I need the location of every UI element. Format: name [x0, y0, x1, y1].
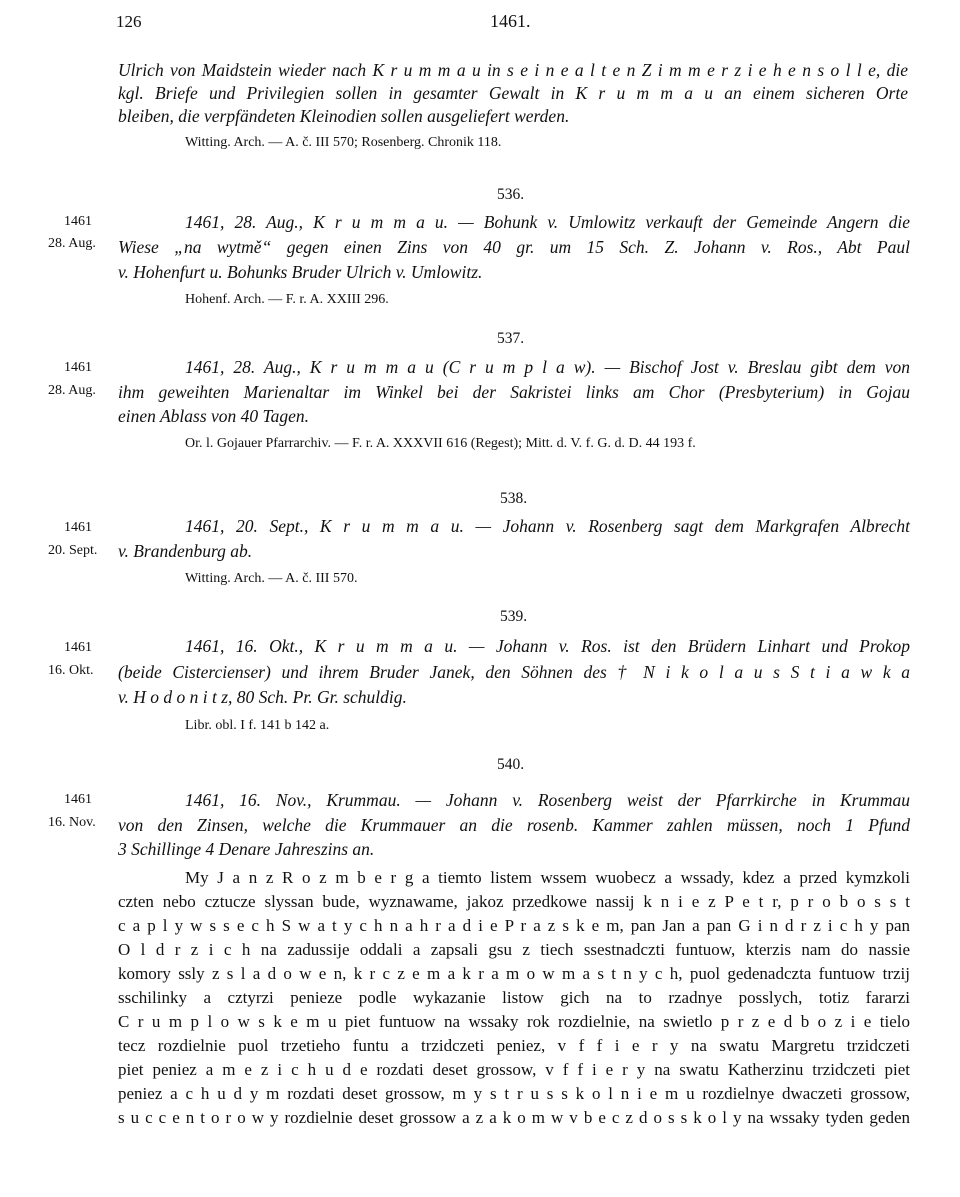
entry-line: Wiese „na wytmě“ gegen einen Zins von 40 gr. um 15 Sch. Z. Johann v. Ros., Abt Paul	[118, 237, 910, 257]
margin-year: 1461	[64, 520, 92, 535]
entry-line: von den Zinsen, welche die Krummauer an die rosenb. Kammer zahlen müssen, noch 1 Pfund	[118, 815, 910, 835]
entry-line: 1461, 16. Okt., K r u m m a u. — Johann v. Ros. ist den Brüdern Linhart und Prokop	[185, 636, 910, 656]
entry-number: 538.	[500, 490, 528, 507]
entry-line: 1461, 28. Aug., K r u m m a u (C r u m p l a w). — Bischof Jost v. Breslau gibt dem von	[185, 357, 910, 377]
body-line: s u c c e n t o r o w y rozdielnie deset grossow a z a k o m w v b e c z d o s s k o l y na wssaky tyden geden	[118, 1108, 910, 1127]
entry-source: Libr. obl. I f. 141 b 142 a.	[185, 718, 330, 733]
margin-year: 1461	[64, 214, 92, 229]
body-line: c a p l y w s s e c h S w a t y c h n a h r a d i e P r a z s k e m, pan Jan a pan G i n d r z i c h y pan	[118, 916, 910, 935]
margin-date: 20. Sept.	[48, 543, 98, 558]
margin-date: 28. Aug.	[48, 236, 96, 251]
body-line: czten nebo cztucze slyssan bude, wyznawame, jakoz przedkowe nassij k n i e z P e t r, p r o b o s s t	[118, 892, 910, 911]
entry-source: Witting. Arch. — A. č. III 570.	[185, 571, 358, 586]
intro-line: kgl. Briefe und Privilegien sollen in gesamter Gewalt in K r u m m a u an einem sicheren Orte	[118, 83, 908, 103]
entry-line: 3 Schillinge 4 Denare Jahreszins an.	[118, 839, 375, 859]
margin-date: 16. Okt.	[48, 663, 94, 678]
entry-source: Hohenf. Arch. — F. r. A. XXIII 296.	[185, 292, 389, 307]
body-line: O l d r z i c h na zadussije oddali a zapsali gsu z tiech ssestnadczti funtuow, kterzis nam do nassie	[118, 940, 910, 959]
entry-line: 1461, 20. Sept., K r u m m a u. — Johann v. Rosenberg sagt dem Markgrafen Albrecht	[185, 516, 910, 536]
margin-year: 1461	[64, 792, 92, 807]
margin-year: 1461	[64, 360, 92, 375]
entry-number: 539.	[500, 608, 528, 625]
margin-year: 1461	[64, 640, 92, 655]
entry-line: (beide Cistercienser) und ihrem Bruder Janek, den Söhnen des † N i k o l a u s S t i a w k a	[118, 662, 910, 682]
entry-source: Or. l. Gojauer Pfarrarchiv. — F. r. A. XXXVII 616 (Regest); Mitt. d. V. f. G. d. D. 44 193 f.	[185, 436, 696, 451]
intro-line: bleiben, die verpfändeten Kleinodien sollen ausgeliefert werden.	[118, 106, 570, 126]
intro-source: Witting. Arch. — A. č. III 570; Rosenberg. Chronik 118.	[185, 135, 502, 150]
entry-line: 1461, 28. Aug., K r u m m a u. — Bohunk v. Umlowitz verkauft der Gemeinde Angern die	[185, 212, 910, 232]
page-number: 126	[116, 12, 142, 31]
intro-line: Ulrich von Maidstein wieder nach K r u m m a u in s e i n e a l t e n Z i m m e r z i e h e n s o l l e, die	[118, 60, 908, 80]
entry-line: 1461, 16. Nov., Krummau. — Johann v. Rosenberg weist der Pfarrkirche in Krummau	[185, 790, 910, 810]
running-header-year: 1461.	[490, 11, 531, 31]
entry-number: 537.	[497, 330, 525, 347]
body-line: My J a n z R o z m b e r g a tiemto listem wssem wuobecz a wssady, kdez a przed kymzkoli	[185, 868, 910, 887]
body-line: C r u m p l o w s k e m u piet funtuow na wssaky rok rozdielnie, na swietlo p r z e d b o z i e tielo	[118, 1012, 910, 1031]
margin-date: 28. Aug.	[48, 383, 96, 398]
entry-line: v. Hohenfurt u. Bohunks Bruder Ulrich v. Umlowitz.	[118, 262, 483, 282]
body-line: sschilinky a cztyrzi penieze podle wykazanie listow gich na to rzadnye posslych, totiz fararzi	[118, 988, 910, 1007]
entry-line: v. H o d o n i t z, 80 Sch. Pr. Gr. schuldig.	[118, 687, 407, 707]
entry-line: ihm geweihten Marienaltar im Winkel bei der Sakristei links am Chor (Presbyterium) in Gojau	[118, 382, 910, 402]
entry-number: 540.	[497, 756, 525, 773]
body-line: tecz rozdielnie puol trzetieho funtu a trzidczeti peniez, v f f i e r y na swatu Margretu trzidczeti	[118, 1036, 910, 1055]
body-line: piet peniez a m e z i c h u d e rozdati deset grossow, v f f i e r y na swatu Katherzinu trzidczeti piet	[118, 1060, 910, 1079]
entry-number: 536.	[497, 186, 525, 203]
margin-date: 16. Nov.	[48, 815, 96, 830]
body-line: komory ssly z s l a d o w e n, k r c z e m a k r a m o w m a s t n y c h, puol gedenadczta funtuow trzij	[118, 964, 910, 983]
entry-line: einen Ablass von 40 Tagen.	[118, 406, 310, 426]
body-line: peniez a c h u d y m rozdati deset grossow, m y s t r u s s k o l n i e m u rozdielnye dwaczeti grossow,	[118, 1084, 910, 1103]
entry-line: v. Brandenburg ab.	[118, 541, 253, 561]
